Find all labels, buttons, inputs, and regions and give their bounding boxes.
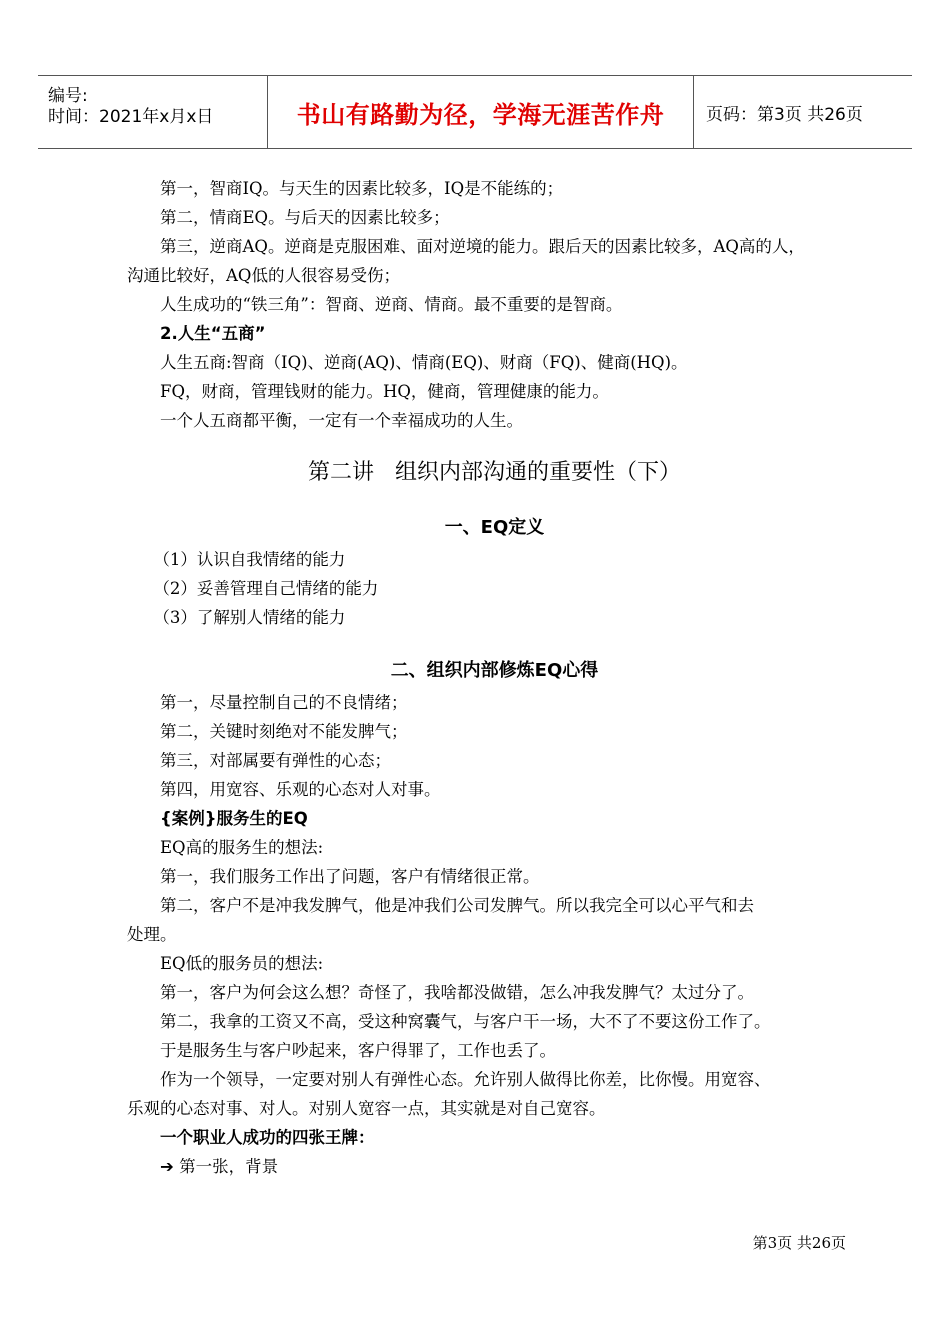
paragraph: FQ，财商，管理钱财的能力。HQ，健商，管理健康的能力。 <box>160 382 609 401</box>
footer-page-number: 第3页 共26页 <box>752 1234 846 1252</box>
paragraph-continuation: 沟通比较好，AQ低的人很容易受伤； <box>127 266 400 285</box>
list-item: （1）认识自我情绪的能力 <box>153 550 346 569</box>
paragraph: 人生成功的“铁三角”：智商、逆商、情商。最不重要的是智商。 <box>160 295 623 314</box>
paragraph: 作为一个领导，一定要对别人有弹性心态。允许别人做得比你差，比你慢。用宽容、 <box>160 1070 771 1089</box>
list-item: （3）了解别人情绪的能力 <box>153 608 346 627</box>
paragraph: 一个人五商都平衡，一定有一个幸福成功的人生。 <box>160 411 523 430</box>
paragraph: 于是服务生与客户吵起来，客户得罪了，工作也丢了。 <box>160 1041 556 1060</box>
document-header <box>38 75 912 149</box>
document-body <box>127 174 862 1181</box>
paragraph: EQ低的服务员的想法: <box>160 954 324 973</box>
header-right-cell <box>694 76 912 148</box>
header-motto: 书山有路勤为径，学海无涯苦作舟 <box>296 100 665 129</box>
paragraph: 第一，客户为何会这么想？奇怪了，我啥都没做错，怎么冲我发脾气？太过分了。 <box>160 983 754 1002</box>
case-heading: {案例}服务生的EQ <box>160 809 308 828</box>
paragraph: 人生五商:智商（IQ)、逆商(AQ)、情商(EQ)、财商（FQ)、健商(HQ)。 <box>160 353 688 372</box>
paragraph: 第二，我拿的工资又不高，受这种窝囊气，与客户干一场，大不了不要这份工作了。 <box>160 1012 771 1031</box>
header-page-number: 页码：第3页 共26页 <box>706 104 863 125</box>
paragraph: 第三，对部属要有弹性的心态； <box>160 751 391 770</box>
page-footer <box>753 1232 846 1253</box>
header-middle-cell <box>268 76 694 148</box>
document-date-label: 时间：2021年x月x日 <box>48 107 214 127</box>
list-item: （2）妥善管理自己情绪的能力 <box>153 579 379 598</box>
arrow-list-item <box>127 1152 862 1181</box>
paragraph: 第一，尽量控制自己的不良情绪； <box>160 693 408 712</box>
arrow-list-item-text: 第一张，背景 <box>179 1157 279 1176</box>
lecture-title: 第二讲 组织内部沟通的重要性（下） <box>308 460 681 485</box>
document-code-label: 编号: <box>48 86 88 106</box>
paragraph: 第一，智商IQ。与天生的因素比较多，IQ是不能练的； <box>160 179 564 198</box>
paragraph: 第二，关键时刻绝对不能发脾气； <box>160 722 408 741</box>
paragraph: 第一，我们服务工作出了问题，客户有情绪很正常。 <box>160 867 540 886</box>
subsection-heading: 一个职业人成功的四张王牌： <box>160 1128 375 1147</box>
paragraph-continuation: 处理。 <box>127 925 177 944</box>
header-left-cell <box>38 76 268 148</box>
paragraph: 第二，客户不是冲我发脾气，他是冲我们公司发脾气。所以我完全可以心平气和去 <box>160 896 754 915</box>
subsection-heading: 2.人生“五商” <box>160 324 266 343</box>
paragraph: 第四，用宽容、乐观的心态对人对事。 <box>160 780 441 799</box>
paragraph-continuation: 乐观的心态对事、对人。对别人宽容一点，其实就是对自己宽容。 <box>127 1099 606 1118</box>
paragraph: 第二，情商EQ。与后天的因素比较多； <box>160 208 450 227</box>
section-heading: 一、EQ定义 <box>444 517 545 538</box>
paragraph: EQ高的服务生的想法: <box>160 838 324 857</box>
section-heading: 二、组织内部修炼EQ心得 <box>390 660 599 681</box>
arrow-right-icon: ➔ <box>160 1157 174 1176</box>
paragraph: 第三，逆商AQ。逆商是克服困难、面对逆境的能力。跟后天的因素比较多，AQ高的人， <box>160 237 805 256</box>
